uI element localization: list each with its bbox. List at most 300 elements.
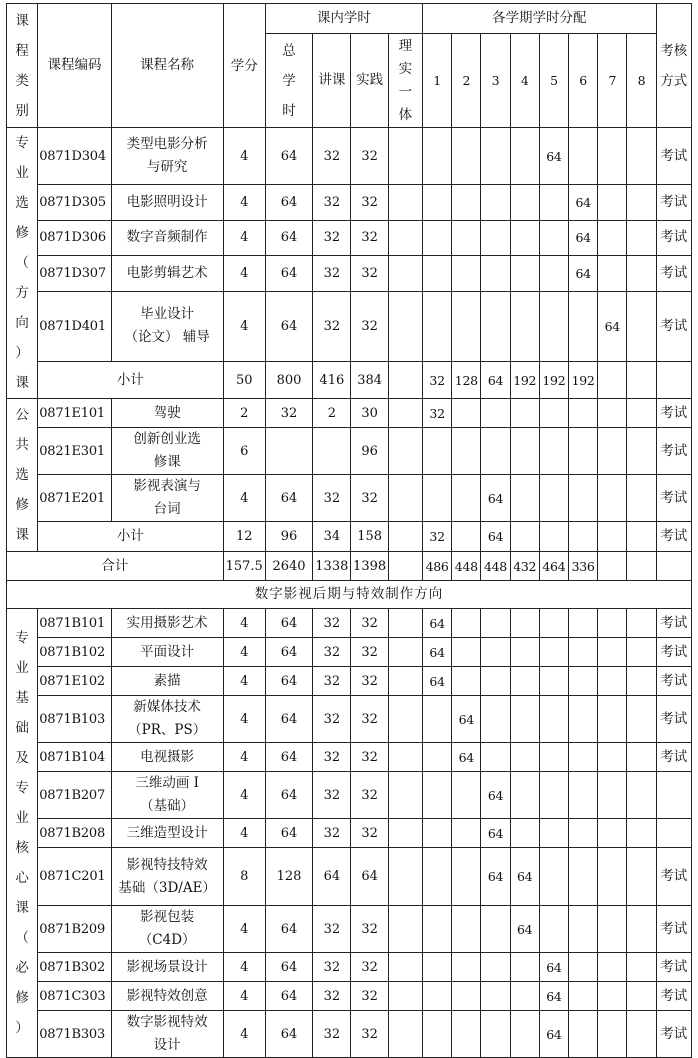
cell-semester-4: [510, 185, 539, 220]
cell-integrated: [388, 291, 422, 362]
cell-semester-6: 336: [569, 552, 598, 581]
cell-practice: 32: [351, 256, 388, 291]
cell-semester-5: [539, 399, 568, 428]
cell-semester-5: [539, 638, 568, 667]
cell-semester-1: 32: [422, 522, 451, 552]
cell-total: 64: [265, 128, 312, 185]
cell-semester-7: [598, 185, 627, 220]
cell-semester-2: [452, 428, 481, 475]
cell-semester-7: [598, 667, 627, 696]
cell-total: 32: [265, 399, 312, 428]
cell-semester-7: [598, 848, 627, 906]
cell-exam: 考试: [656, 953, 691, 982]
cell-semester-3: 64: [481, 772, 510, 819]
cell-integrated: [388, 848, 422, 906]
cell-credit: 4: [223, 743, 265, 772]
cell-semester-1: 64: [422, 667, 451, 696]
cell-semester-3: 64: [481, 819, 510, 848]
cell-course-code: 0871D307: [38, 256, 112, 291]
cell-lecture: 32: [313, 185, 351, 220]
table-row: [7, 667, 692, 696]
cell-total: 64: [265, 772, 312, 819]
cell-credit: 6: [223, 428, 265, 475]
table-row: [7, 185, 692, 220]
cell-semester-3: [481, 638, 510, 667]
cell-course-code: 0871D304: [38, 128, 112, 185]
cell-semester-6: [569, 522, 598, 552]
cell-course-code: 0871D401: [38, 291, 112, 362]
cell-semester-4: 192: [510, 362, 539, 399]
cell-semester-1: [422, 185, 451, 220]
cell-semester-7: [598, 522, 627, 552]
cell-credit: 4: [223, 1011, 265, 1058]
cell-semester-8: [627, 291, 656, 362]
cell-semester-7: [598, 772, 627, 819]
subtotal-label: 小计: [38, 362, 223, 399]
cell-semester-3: [481, 185, 510, 220]
cell-course-name: 影视场景设计: [111, 953, 223, 982]
cell-semester-3: [481, 906, 510, 953]
cell-semester-4: [510, 638, 539, 667]
cell-semester-7: [598, 362, 627, 399]
cell-semester-2: [452, 609, 481, 638]
table-row: [7, 428, 692, 475]
cell-semester-8: [627, 982, 656, 1011]
cell-semester-4: 432: [510, 552, 539, 581]
cell-semester-8: [627, 609, 656, 638]
cell-course-name: 平面设计: [111, 638, 223, 667]
cell-lecture: 32: [313, 220, 351, 255]
cell-practice: 1398: [351, 552, 388, 581]
cell-semester-6: [569, 906, 598, 953]
cell-semester-6: [569, 982, 598, 1011]
cell-exam: 考试: [656, 1011, 691, 1058]
cell-lecture: 32: [313, 256, 351, 291]
cell-semester-1: 64: [422, 609, 451, 638]
cell-practice: 32: [351, 953, 388, 982]
cell-semester-5: [539, 848, 568, 906]
cell-semester-3: 64: [481, 848, 510, 906]
cell-practice: 32: [351, 819, 388, 848]
cell-course-name: 实用摄影艺术: [111, 609, 223, 638]
cell-semester-3: [481, 220, 510, 255]
cell-lecture: 32: [313, 128, 351, 185]
table-row: [7, 982, 692, 1011]
cell-semester-6: 64: [569, 220, 598, 255]
cell-credit: 4: [223, 667, 265, 696]
cell-semester-6: [569, 428, 598, 475]
cell-integrated: [388, 522, 422, 552]
cell-semester-7: [598, 399, 627, 428]
table-row: [7, 819, 692, 848]
cell-semester-8: [627, 638, 656, 667]
header-practice: 实践: [351, 34, 388, 128]
cell-integrated: [388, 256, 422, 291]
cell-semester-5: [539, 696, 568, 743]
cell-semester-7: [598, 475, 627, 522]
cell-semester-1: [422, 128, 451, 185]
cell-semester-3: [481, 982, 510, 1011]
cell-semester-3: [481, 667, 510, 696]
cell-semester-3: 448: [481, 552, 510, 581]
cell-semester-1: 486: [422, 552, 451, 581]
cell-total: 800: [265, 362, 312, 399]
cell-practice: 32: [351, 667, 388, 696]
cell-integrated: [388, 609, 422, 638]
cell-semester-6: 64: [569, 185, 598, 220]
cell-semester-7: [598, 428, 627, 475]
cell-course-name: 电视摄影: [111, 743, 223, 772]
cell-semester-8: [627, 552, 656, 581]
table-body: [7, 4, 692, 1058]
cell-semester-2: [452, 982, 481, 1011]
cell-lecture: 32: [313, 696, 351, 743]
cell-semester-5: [539, 906, 568, 953]
cell-course-code: 0871B209: [38, 906, 112, 953]
cell-course-name: 电影剪辑艺术: [111, 256, 223, 291]
cell-course-name: 三维动画 Ⅰ （基础）: [111, 772, 223, 819]
cell-total: 64: [265, 696, 312, 743]
cell-semester-2: 448: [452, 552, 481, 581]
cell-semester-1: [422, 475, 451, 522]
table-row: [7, 291, 692, 362]
cell-semester-5: [539, 819, 568, 848]
table-row: [7, 638, 692, 667]
category-cell: 专 业 基 础 及 专 业 核 心 课 （ 必 修 ）: [7, 609, 38, 1058]
cell-semester-7: [598, 982, 627, 1011]
cell-semester-3: [481, 256, 510, 291]
cell-semester-1: [422, 220, 451, 255]
cell-semester-6: [569, 772, 598, 819]
header-semester-group: 各学期学时分配: [422, 4, 656, 34]
cell-semester-5: [539, 772, 568, 819]
cell-semester-8: [627, 428, 656, 475]
cell-practice: 32: [351, 185, 388, 220]
cell-semester-8: [627, 220, 656, 255]
cell-semester-8: [627, 185, 656, 220]
cell-course-code: 0871E101: [38, 399, 112, 428]
cell-exam: 考试: [656, 475, 691, 522]
cell-semester-6: 192: [569, 362, 598, 399]
cell-practice: 32: [351, 696, 388, 743]
cell-semester-2: [452, 185, 481, 220]
cell-credit: 4: [223, 982, 265, 1011]
cell-course-code: 0871B102: [38, 638, 112, 667]
cell-semester-7: 64: [598, 291, 627, 362]
cell-semester-2: 128: [452, 362, 481, 399]
cell-semester-5: 64: [539, 982, 568, 1011]
cell-semester-6: [569, 399, 598, 428]
cell-course-name: 素描: [111, 667, 223, 696]
cell-semester-3: [481, 128, 510, 185]
cell-semester-2: [452, 953, 481, 982]
cell-integrated: [388, 399, 422, 428]
header-name: 课程名称: [111, 4, 223, 128]
cell-semester-7: [598, 638, 627, 667]
cell-practice: 32: [351, 291, 388, 362]
cell-semester-5: [539, 609, 568, 638]
cell-semester-3: [481, 291, 510, 362]
cell-exam: 考试: [656, 906, 691, 953]
cell-semester-1: [422, 291, 451, 362]
cell-semester-1: [422, 256, 451, 291]
cell-total: 64: [265, 743, 312, 772]
header-semester-8: 8: [627, 34, 656, 128]
cell-semester-2: [452, 522, 481, 552]
cell-semester-4: [510, 743, 539, 772]
cell-semester-4: [510, 475, 539, 522]
cell-semester-3: [481, 696, 510, 743]
cell-exam: [656, 819, 691, 848]
table-row: [7, 1011, 692, 1058]
cell-total: 64: [265, 982, 312, 1011]
cell-total: 64: [265, 953, 312, 982]
header-semester-3: 3: [481, 34, 510, 128]
cell-semester-7: [598, 906, 627, 953]
cell-exam: 考试: [656, 220, 691, 255]
table-row: [7, 256, 692, 291]
cell-semester-7: [598, 819, 627, 848]
cell-semester-7: [598, 128, 627, 185]
cell-integrated: [388, 220, 422, 255]
cell-exam: 考试: [656, 399, 691, 428]
cell-semester-3: [481, 1011, 510, 1058]
cell-lecture: 64: [313, 848, 351, 906]
cell-semester-5: [539, 743, 568, 772]
cell-course-name: 影视特效创意: [111, 982, 223, 1011]
cell-semester-4: [510, 819, 539, 848]
cell-course-name: 三维造型设计: [111, 819, 223, 848]
cell-semester-1: [422, 1011, 451, 1058]
cell-integrated: [388, 638, 422, 667]
cell-exam: 考试: [656, 185, 691, 220]
cell-lecture: 32: [313, 291, 351, 362]
cell-credit: 4: [223, 475, 265, 522]
cell-course-name: 创新创业选 修课: [111, 428, 223, 475]
cell-total: 96: [265, 522, 312, 552]
cell-credit: 4: [223, 291, 265, 362]
table-row: [7, 743, 692, 772]
table-row: [7, 475, 692, 522]
cell-course-name: 新媒体技术 （PR、PS）: [111, 696, 223, 743]
cell-total: 64: [265, 475, 312, 522]
cell-semester-5: [539, 220, 568, 255]
cell-semester-8: [627, 128, 656, 185]
cell-integrated: [388, 185, 422, 220]
header-credit: 学分: [223, 4, 265, 128]
cell-semester-6: [569, 819, 598, 848]
cell-credit: 4: [223, 185, 265, 220]
cell-semester-2: [452, 819, 481, 848]
cell-semester-6: 64: [569, 256, 598, 291]
cell-semester-1: [422, 906, 451, 953]
header-semester-1: 1: [422, 34, 451, 128]
cell-semester-2: [452, 906, 481, 953]
header-integrated: 理 实 一 体: [388, 34, 422, 128]
cell-course-code: 0871D306: [38, 220, 112, 255]
cell-semester-2: 64: [452, 696, 481, 743]
cell-total: 64: [265, 667, 312, 696]
cell-credit: 4: [223, 256, 265, 291]
cell-semester-5: [539, 475, 568, 522]
cell-semester-8: [627, 906, 656, 953]
cell-exam: 考试: [656, 609, 691, 638]
cell-semester-6: [569, 953, 598, 982]
cell-practice: 32: [351, 638, 388, 667]
header-semester-2: 2: [452, 34, 481, 128]
cell-semester-5: [539, 185, 568, 220]
cell-exam: 考试: [656, 428, 691, 475]
cell-credit: 4: [223, 220, 265, 255]
cell-lecture: 1338: [313, 552, 351, 581]
cell-exam: 考试: [656, 982, 691, 1011]
cell-semester-3: 64: [481, 522, 510, 552]
cell-semester-5: [539, 256, 568, 291]
cell-course-code: 0871B207: [38, 772, 112, 819]
cell-semester-5: 192: [539, 362, 568, 399]
cell-practice: 64: [351, 848, 388, 906]
cell-lecture: 32: [313, 906, 351, 953]
cell-total: 64: [265, 291, 312, 362]
cell-semester-4: [510, 1011, 539, 1058]
subtotal-row: [7, 362, 692, 399]
cell-semester-3: [481, 399, 510, 428]
total-label: 合计: [7, 552, 224, 581]
cell-semester-2: [452, 475, 481, 522]
cell-exam: 考试: [656, 291, 691, 362]
cell-course-name: 影视特技特效 基础（3D/AE）: [111, 848, 223, 906]
table-row: [7, 953, 692, 982]
cell-semester-3: [481, 609, 510, 638]
cell-semester-7: [598, 220, 627, 255]
cell-semester-6: [569, 638, 598, 667]
cell-course-code: 0871C303: [38, 982, 112, 1011]
cell-exam: [656, 552, 691, 581]
cell-semester-4: [510, 696, 539, 743]
category-cell: 公 共 选 修 课: [7, 399, 38, 552]
header-semester-6: 6: [569, 34, 598, 128]
cell-lecture: 32: [313, 772, 351, 819]
cell-exam: 考试: [656, 638, 691, 667]
cell-total: 2640: [265, 552, 312, 581]
cell-credit: 157.5: [223, 552, 265, 581]
cell-semester-2: [452, 772, 481, 819]
cell-lecture: 34: [313, 522, 351, 552]
cell-course-code: 0821E301: [38, 428, 112, 475]
cell-integrated: [388, 1011, 422, 1058]
cell-credit: 4: [223, 609, 265, 638]
cell-course-code: 0871B104: [38, 743, 112, 772]
cell-semester-6: [569, 609, 598, 638]
cell-course-code: 0871E201: [38, 475, 112, 522]
cell-practice: 32: [351, 982, 388, 1011]
cell-practice: 32: [351, 772, 388, 819]
cell-credit: 4: [223, 696, 265, 743]
cell-credit: 4: [223, 128, 265, 185]
cell-semester-5: 64: [539, 953, 568, 982]
cell-lecture: 32: [313, 1011, 351, 1058]
cell-semester-8: [627, 819, 656, 848]
cell-course-code: 0871B103: [38, 696, 112, 743]
cell-practice: 32: [351, 1011, 388, 1058]
cell-integrated: [388, 982, 422, 1011]
cell-credit: 50: [223, 362, 265, 399]
cell-integrated: [388, 475, 422, 522]
cell-semester-7: [598, 609, 627, 638]
cell-semester-4: [510, 399, 539, 428]
cell-practice: 32: [351, 906, 388, 953]
cell-semester-1: [422, 696, 451, 743]
cell-semester-4: [510, 522, 539, 552]
cell-semester-8: [627, 362, 656, 399]
cell-total: 64: [265, 819, 312, 848]
cell-total: 64: [265, 220, 312, 255]
cell-semester-4: [510, 772, 539, 819]
cell-course-name: 类型电影分析 与研究: [111, 128, 223, 185]
cell-integrated: [388, 696, 422, 743]
cell-total: 64: [265, 256, 312, 291]
cell-semester-7: [598, 743, 627, 772]
cell-semester-2: [452, 638, 481, 667]
header-semester-4: 4: [510, 34, 539, 128]
cell-semester-8: [627, 1011, 656, 1058]
curriculum-table: [6, 3, 692, 1058]
cell-total: 64: [265, 1011, 312, 1058]
cell-semester-2: [452, 256, 481, 291]
cell-practice: 32: [351, 128, 388, 185]
table-row: [7, 906, 692, 953]
cell-semester-6: [569, 475, 598, 522]
cell-semester-6: [569, 696, 598, 743]
cell-semester-3: 64: [481, 475, 510, 522]
header-semester-5: 5: [539, 34, 568, 128]
cell-semester-2: [452, 220, 481, 255]
cell-integrated: [388, 772, 422, 819]
table-row: [7, 220, 692, 255]
cell-integrated: [388, 667, 422, 696]
cell-integrated: [388, 428, 422, 475]
cell-semester-5: 464: [539, 552, 568, 581]
cell-course-name: 驾驶: [111, 399, 223, 428]
cell-semester-2: [452, 399, 481, 428]
cell-semester-3: 64: [481, 362, 510, 399]
cell-credit: 4: [223, 906, 265, 953]
cell-credit: 4: [223, 772, 265, 819]
table-row: [7, 609, 692, 638]
cell-semester-8: [627, 399, 656, 428]
cell-semester-8: [627, 696, 656, 743]
cell-practice: 30: [351, 399, 388, 428]
cell-integrated: [388, 552, 422, 581]
cell-semester-4: [510, 256, 539, 291]
cell-lecture: 32: [313, 743, 351, 772]
cell-semester-4: [510, 667, 539, 696]
cell-credit: 4: [223, 953, 265, 982]
cell-semester-4: 64: [510, 906, 539, 953]
header-code: 课程编码: [38, 4, 112, 128]
subtotal-row: [7, 522, 692, 552]
cell-exam: [656, 772, 691, 819]
cell-integrated: [388, 819, 422, 848]
cell-course-code: 0871B208: [38, 819, 112, 848]
cell-lecture: 416: [313, 362, 351, 399]
cell-semester-8: [627, 743, 656, 772]
cell-semester-3: [481, 743, 510, 772]
cell-course-code: 0871E102: [38, 667, 112, 696]
table-row: [7, 772, 692, 819]
cell-course-name: 影视包装 （C4D）: [111, 906, 223, 953]
cell-practice: 96: [351, 428, 388, 475]
